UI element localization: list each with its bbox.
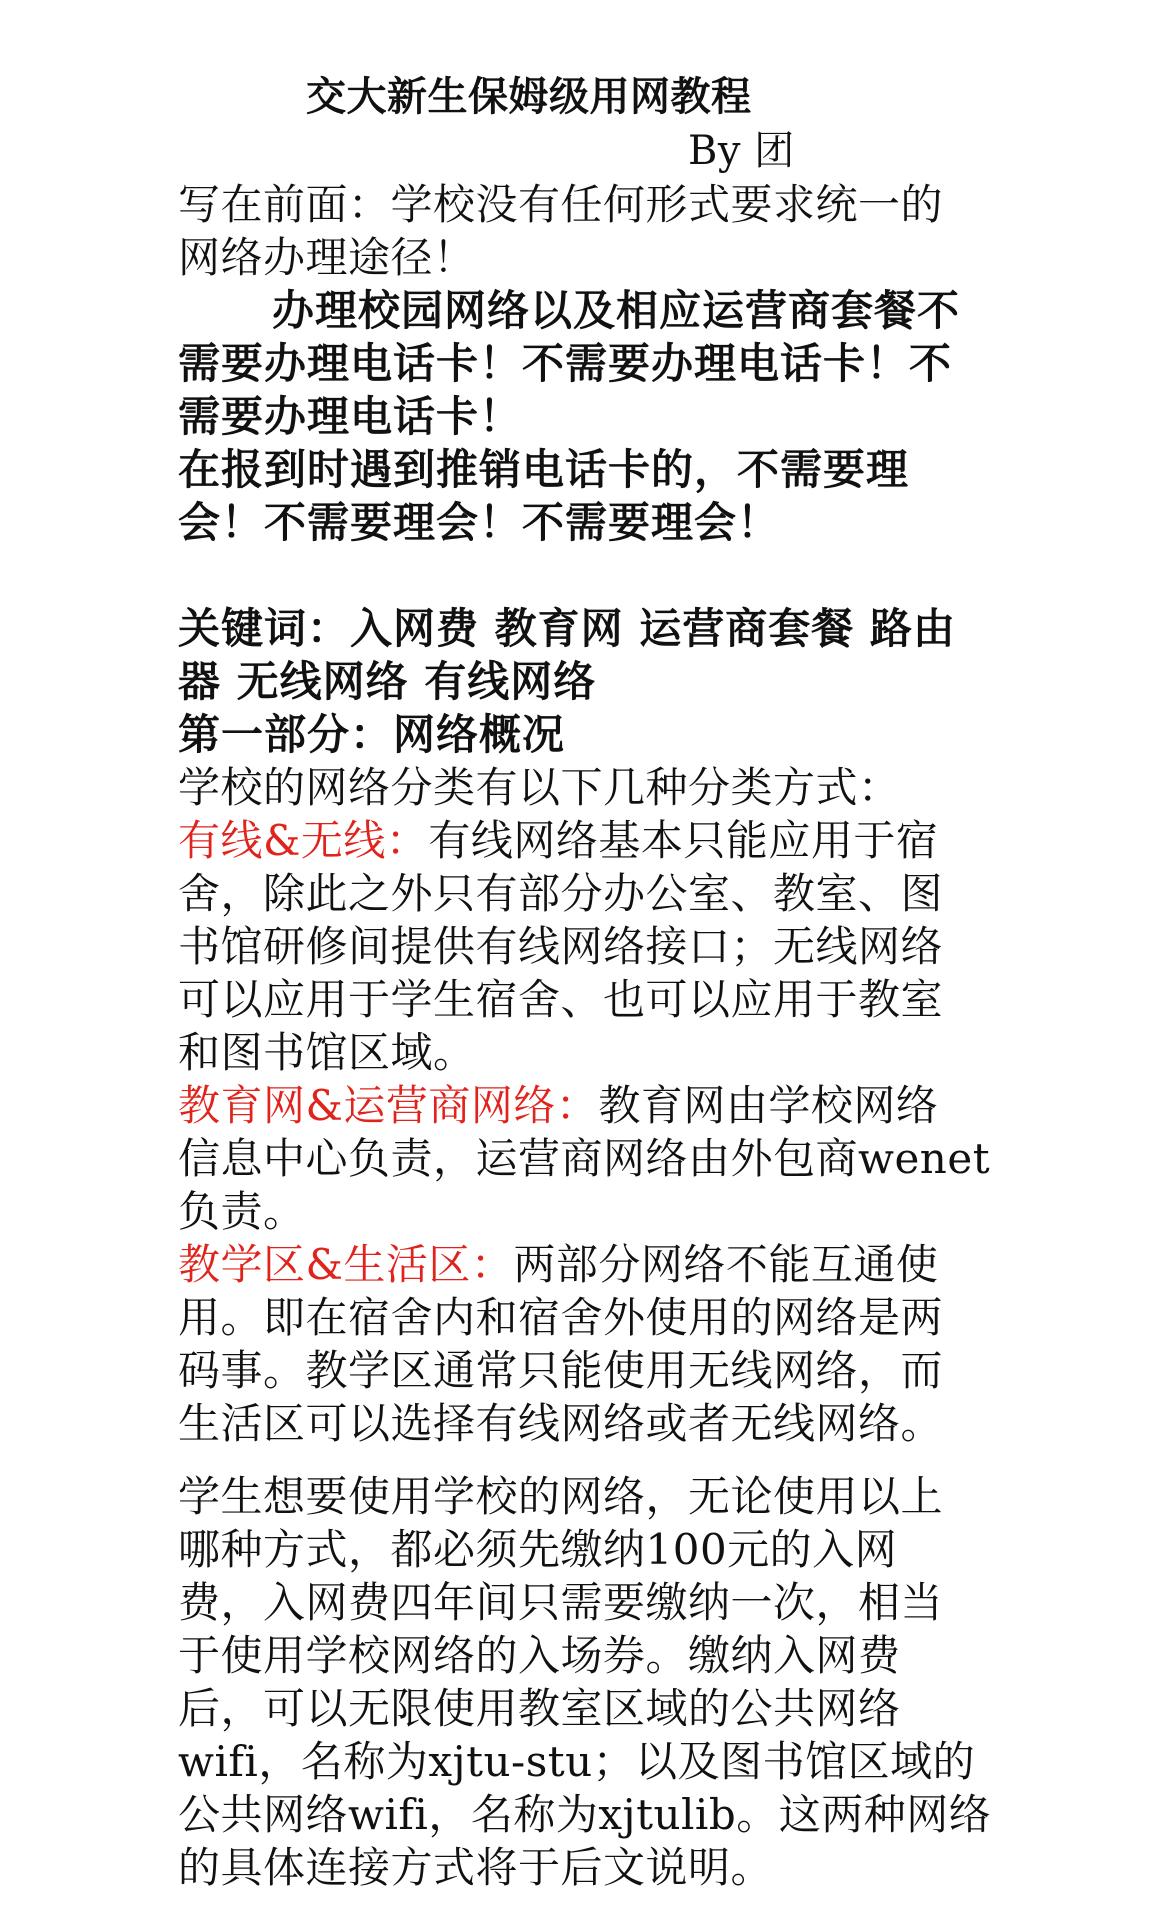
section-heading: 第一部分：网络概况 [178,710,566,759]
zones-paragraph [178,1238,993,1450]
keywords-line: 关键词：入网费 教育网 运营商套餐 路由 [178,604,956,653]
notice-line: 需要办理电话卡！不需要办理电话卡！不 [178,339,953,388]
fee-line: 费，入网费四年间只需要缴纳一次，相当 [178,1578,944,1627]
notice-line: 会！不需要理会！不需要理会！ [178,498,781,547]
fee-line: 的具体连接方式将于后文说明。 [178,1843,774,1892]
fee-line: 哪种方式，都必须先缴纳100元的入网 [178,1525,898,1574]
keywords-paragraph [178,602,993,708]
zones-line: 生活区可以选择有线网络或者无线网络。 [178,1399,944,1448]
edu-carrier-paragraph [178,1079,993,1238]
wired-wireless-paragraph [178,814,993,1079]
wired-wireless-line: 舍，除此之外只有部分办公室、教室、图 [178,869,944,918]
notice-line: 需要办理电话卡！ [178,392,523,441]
edu-carrier-line: 信息中心负责，运营商网络由外包商wenet [178,1134,991,1183]
section-lead: 学校的网络分类有以下几种分类方式： [178,763,901,812]
fee-line: 学生想要使用学校的网络，无论使用以上 [178,1472,944,1521]
wired-wireless-line: 可以应用于学生宿舍、也可以应用于教室 [178,975,944,1024]
notice-line: 办理校园网络以及相应运营商套餐不 [272,286,961,335]
spacer [178,1450,993,1470]
edu-carrier-label: 教育网&运营商网络： [178,1081,599,1130]
document-page [178,70,993,1894]
intro-paragraph [178,178,993,284]
wired-wireless-line: 书馆研修间提供有线网络接口；无线网络 [178,922,944,971]
fee-line: 后，可以无限使用教室区域的公共网络 [178,1684,901,1733]
edu-carrier-text: 教育网由学校网络 [598,1081,939,1130]
document-title: 交大新生保姆级用网教程 [306,74,752,120]
fee-paragraph [178,1470,993,1894]
zones-text: 两部分网络不能互通使 [513,1240,939,1289]
wired-wireless-text: 有线网络基本只能应用于宿 [428,816,939,865]
notice-line: 在报到时遇到推销电话卡的，不需要理 [178,445,910,494]
fee-line: 于使用学校网络的入场券。缴纳入网费 [178,1631,901,1680]
wired-wireless-label: 有线&无线： [178,816,429,865]
zones-line: 用。即在宿舍内和宿舍外使用的网络是两 [178,1293,944,1342]
wired-wireless-line: 和图书馆区域。 [178,1028,476,1077]
intro-line: 写在前面：学校没有任何形式要求统一的 [178,180,944,229]
fee-line: wifi，名称为xjtu-stu；以及图书馆区域的 [178,1737,976,1786]
author-byline: By 团 [688,128,795,174]
notice-paragraph [178,284,993,549]
fee-line: 公共网络wifi，名称为xjtulib。这两种网络 [178,1790,992,1839]
keywords-line: 器 无线网络 有线网络 [178,657,597,706]
spacer [178,549,993,602]
edu-carrier-line: 负责。 [178,1187,306,1236]
intro-line: 网络办理途径！ [178,233,476,282]
zones-line: 码事。教学区通常只能使用无线网络，而 [178,1346,944,1395]
zones-label: 教学区&生活区： [178,1240,514,1289]
